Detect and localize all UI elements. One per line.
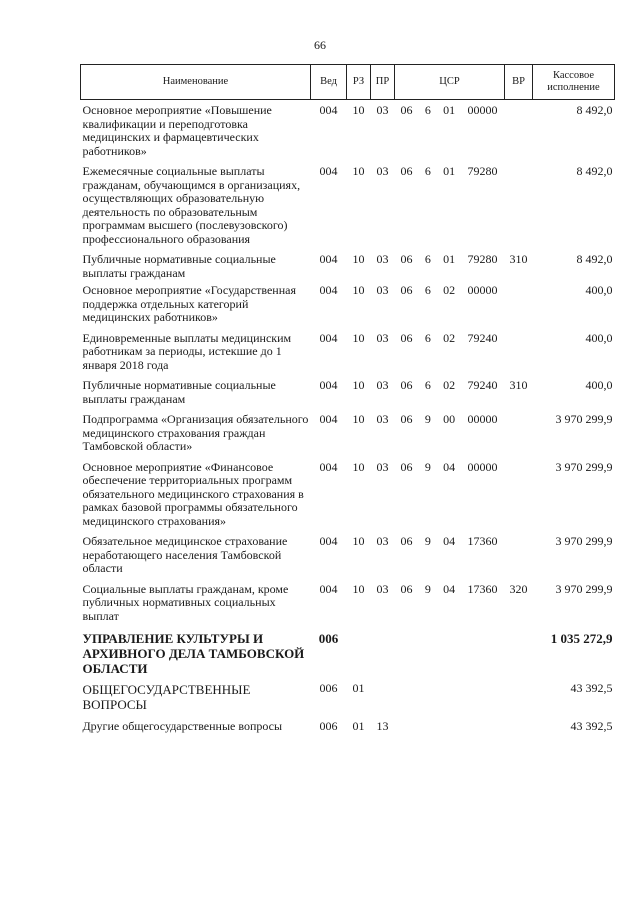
row-vr: 320 — [509, 581, 528, 596]
row-ved: 004 — [319, 164, 338, 178]
csr-part: 06 — [400, 459, 413, 474]
row-pr: 03 — [376, 412, 389, 426]
row-csr — [395, 246, 505, 280]
row-ved: 004 — [319, 378, 338, 392]
row-name: Подпрограмма «Организация обязательного медицинского страхования граждан Тамбовской области» — [82, 412, 309, 453]
row-csr — [395, 454, 505, 529]
csr-part: 6 — [424, 283, 431, 297]
row-csr — [395, 676, 505, 712]
row-csr — [395, 280, 505, 325]
csr-part: 01 — [443, 252, 456, 266]
row-name: ОБЩЕГОСУДАРСТВЕННЫЕ ВОПРОСЫ — [82, 682, 251, 712]
row-ved: 006 — [319, 681, 338, 695]
row-amount: 3 970 299,9 — [555, 534, 613, 548]
row-pr: 03 — [376, 103, 389, 117]
csr-part: 06 — [400, 534, 413, 548]
row-amount: 8 492,0 — [576, 103, 613, 117]
row-vr: 310 — [509, 252, 528, 266]
row-name: Обязательное медицинское страхование неработающего населения Тамбовской области — [82, 534, 288, 575]
row-pr: 03 — [376, 534, 389, 548]
csr-part: 01 — [443, 103, 456, 117]
row-rz: 10 — [352, 459, 365, 474]
row-pr: 03 — [376, 252, 389, 266]
header-csr: ЦСР — [395, 65, 505, 100]
row-rz: 10 — [352, 283, 365, 297]
page-number: 66 — [314, 38, 326, 52]
row-rz: 10 — [352, 534, 365, 548]
row-ved: 004 — [319, 283, 338, 297]
header-rz: РЗ — [347, 65, 371, 100]
row-vr — [505, 280, 533, 325]
row-csr — [395, 372, 505, 406]
row-pr — [371, 623, 395, 676]
row-csr — [395, 623, 505, 676]
row-rz: 10 — [352, 164, 365, 178]
table-row — [81, 280, 615, 325]
csr-part: 04 — [443, 459, 456, 474]
row-pr: 03 — [376, 330, 389, 345]
csr-part: 04 — [443, 581, 456, 596]
row-rz: 01 — [352, 719, 365, 733]
csr-code — [397, 104, 503, 118]
csr-part: 06 — [400, 378, 413, 392]
row-csr — [395, 712, 505, 734]
header-vr: ВР — [505, 65, 533, 100]
row-amount: 400,0 — [585, 330, 613, 345]
row-rz: 10 — [352, 581, 365, 596]
csr-code — [397, 535, 503, 549]
table-row — [81, 676, 615, 712]
csr-part: 00000 — [467, 103, 498, 117]
header-name: Наименование — [81, 65, 311, 100]
csr-part: 01 — [443, 164, 456, 178]
table-row — [81, 454, 615, 529]
csr-part: 06 — [400, 412, 413, 426]
row-pr — [371, 676, 395, 712]
table-row — [81, 623, 615, 676]
csr-part: 06 — [400, 283, 413, 297]
table-row — [81, 406, 615, 454]
row-rz: 10 — [352, 412, 365, 426]
row-vr — [505, 454, 533, 529]
csr-code — [397, 379, 503, 393]
row-amount: 400,0 — [585, 283, 613, 297]
csr-part: 04 — [443, 534, 456, 548]
row-amount: 3 970 299,9 — [555, 412, 613, 426]
row-amount: 8 492,0 — [576, 252, 613, 266]
row-amount: 400,0 — [585, 378, 613, 392]
row-ved: 004 — [319, 581, 338, 596]
row-amount: 1 035 272,9 — [550, 631, 613, 646]
row-vr — [505, 676, 533, 712]
row-name: Основное мероприятие «Повышение квалификации и переподготовка медицинских и фармацевтических работников» — [82, 103, 272, 158]
row-ved: 004 — [319, 534, 338, 548]
row-name: Основное мероприятие «Финансовое обеспечение территориальных программ обязательного медицинского страхования в рамках базовой программы обязательного медицинского страхования» — [82, 459, 304, 528]
table-header — [81, 65, 615, 100]
row-amount: 3 970 299,9 — [555, 459, 613, 474]
header-amount: Кассовое исполнение — [533, 65, 615, 100]
csr-part: 06 — [400, 252, 413, 266]
row-csr — [395, 406, 505, 454]
header-ved: Вед — [311, 65, 347, 100]
csr-part: 6 — [424, 103, 431, 117]
table-row — [81, 528, 615, 576]
row-pr: 03 — [376, 459, 389, 474]
table-row — [81, 576, 615, 624]
row-csr — [395, 528, 505, 576]
csr-code — [397, 413, 503, 427]
csr-part: 17360 — [467, 534, 498, 548]
row-amount: 43 392,5 — [570, 681, 613, 695]
row-rz: 01 — [352, 681, 365, 695]
csr-part: 79240 — [467, 378, 498, 392]
csr-code — [397, 165, 503, 179]
csr-code — [397, 253, 503, 267]
row-name: Ежемесячные социальные выплаты гражданам, обучающимся в организациях, осуществляющих образовательную деятельность по образовательным программам высшего (послевузовского) профессионального образования — [82, 164, 301, 246]
row-vr — [505, 325, 533, 373]
row-ved: 006 — [318, 631, 339, 646]
csr-part: 06 — [400, 103, 413, 117]
row-pr: 03 — [376, 283, 389, 297]
row-amount: 43 392,5 — [570, 719, 613, 733]
row-rz: 10 — [352, 252, 365, 266]
row-vr — [505, 623, 533, 676]
row-vr — [505, 406, 533, 454]
table-row — [81, 158, 615, 246]
csr-part: 9 — [424, 534, 431, 548]
row-ved: 004 — [319, 330, 338, 345]
budget-table — [80, 64, 615, 734]
csr-part: 6 — [424, 252, 431, 266]
row-csr — [395, 158, 505, 246]
row-pr: 03 — [376, 378, 389, 392]
csr-part: 9 — [424, 581, 431, 596]
row-amount: 3 970 299,9 — [555, 581, 613, 596]
csr-code — [397, 583, 503, 597]
header-pr: ПР — [371, 65, 395, 100]
row-name: Публичные нормативные социальные выплаты гражданам — [82, 378, 276, 406]
row-name: УПРАВЛЕНИЕ КУЛЬТУРЫ И АРХИВНОГО ДЕЛА ТАМБОВСКОЙ ОБЛАСТИ — [82, 631, 305, 676]
csr-part: 02 — [443, 283, 456, 297]
row-ved: 004 — [319, 459, 338, 474]
table-body — [81, 100, 615, 734]
table-row — [81, 100, 615, 159]
csr-part: 06 — [400, 164, 413, 178]
row-name: Публичные нормативные социальные выплаты гражданам — [82, 252, 276, 280]
row-rz: 10 — [352, 103, 365, 117]
row-vr — [505, 528, 533, 576]
row-pr: 03 — [376, 164, 389, 178]
row-csr — [395, 576, 505, 624]
row-name: Основное мероприятие «Государственная поддержка отдельных категорий медицинских работников» — [82, 283, 296, 324]
row-vr — [505, 712, 533, 734]
row-pr: 13 — [376, 719, 389, 733]
csr-part: 00000 — [467, 412, 498, 426]
csr-part: 6 — [424, 164, 431, 178]
row-amount: 8 492,0 — [576, 164, 613, 178]
row-rz — [347, 623, 371, 676]
csr-part: 00000 — [467, 283, 498, 297]
row-name: Единовременные выплаты медицинским работникам за периоды, истекшие до 1 января 2018 года — [82, 330, 292, 372]
csr-part: 79280 — [467, 252, 498, 266]
row-ved: 004 — [319, 103, 338, 117]
row-vr: 310 — [509, 378, 528, 392]
row-ved: 004 — [319, 412, 338, 426]
csr-part: 79240 — [467, 330, 498, 345]
csr-part: 06 — [400, 330, 413, 345]
csr-code — [397, 284, 503, 298]
row-name: Социальные выплаты гражданам, кроме публичных нормативных социальных выплат — [82, 581, 289, 623]
row-vr — [505, 100, 533, 159]
row-csr — [395, 325, 505, 373]
csr-part: 9 — [424, 412, 431, 426]
csr-code — [397, 332, 503, 346]
table-row — [81, 712, 615, 734]
csr-code — [397, 461, 503, 475]
csr-part: 00000 — [467, 459, 498, 474]
csr-part: 9 — [424, 459, 431, 474]
row-name: Другие общегосударственные вопросы — [82, 719, 283, 733]
row-pr: 03 — [376, 581, 389, 596]
csr-part: 17360 — [467, 581, 498, 596]
csr-part: 6 — [424, 378, 431, 392]
csr-part: 6 — [424, 330, 431, 345]
csr-part: 06 — [400, 581, 413, 596]
row-ved: 004 — [319, 252, 338, 266]
csr-part: 79280 — [467, 164, 498, 178]
row-rz: 10 — [352, 378, 365, 392]
row-rz: 10 — [352, 330, 365, 345]
row-ved: 006 — [319, 719, 338, 733]
csr-part: 02 — [443, 378, 456, 392]
table-row — [81, 372, 615, 406]
table-row — [81, 325, 615, 373]
row-vr — [505, 158, 533, 246]
csr-part: 00 — [443, 412, 456, 426]
csr-part: 02 — [443, 330, 456, 345]
row-csr — [395, 100, 505, 159]
table-row — [81, 246, 615, 280]
